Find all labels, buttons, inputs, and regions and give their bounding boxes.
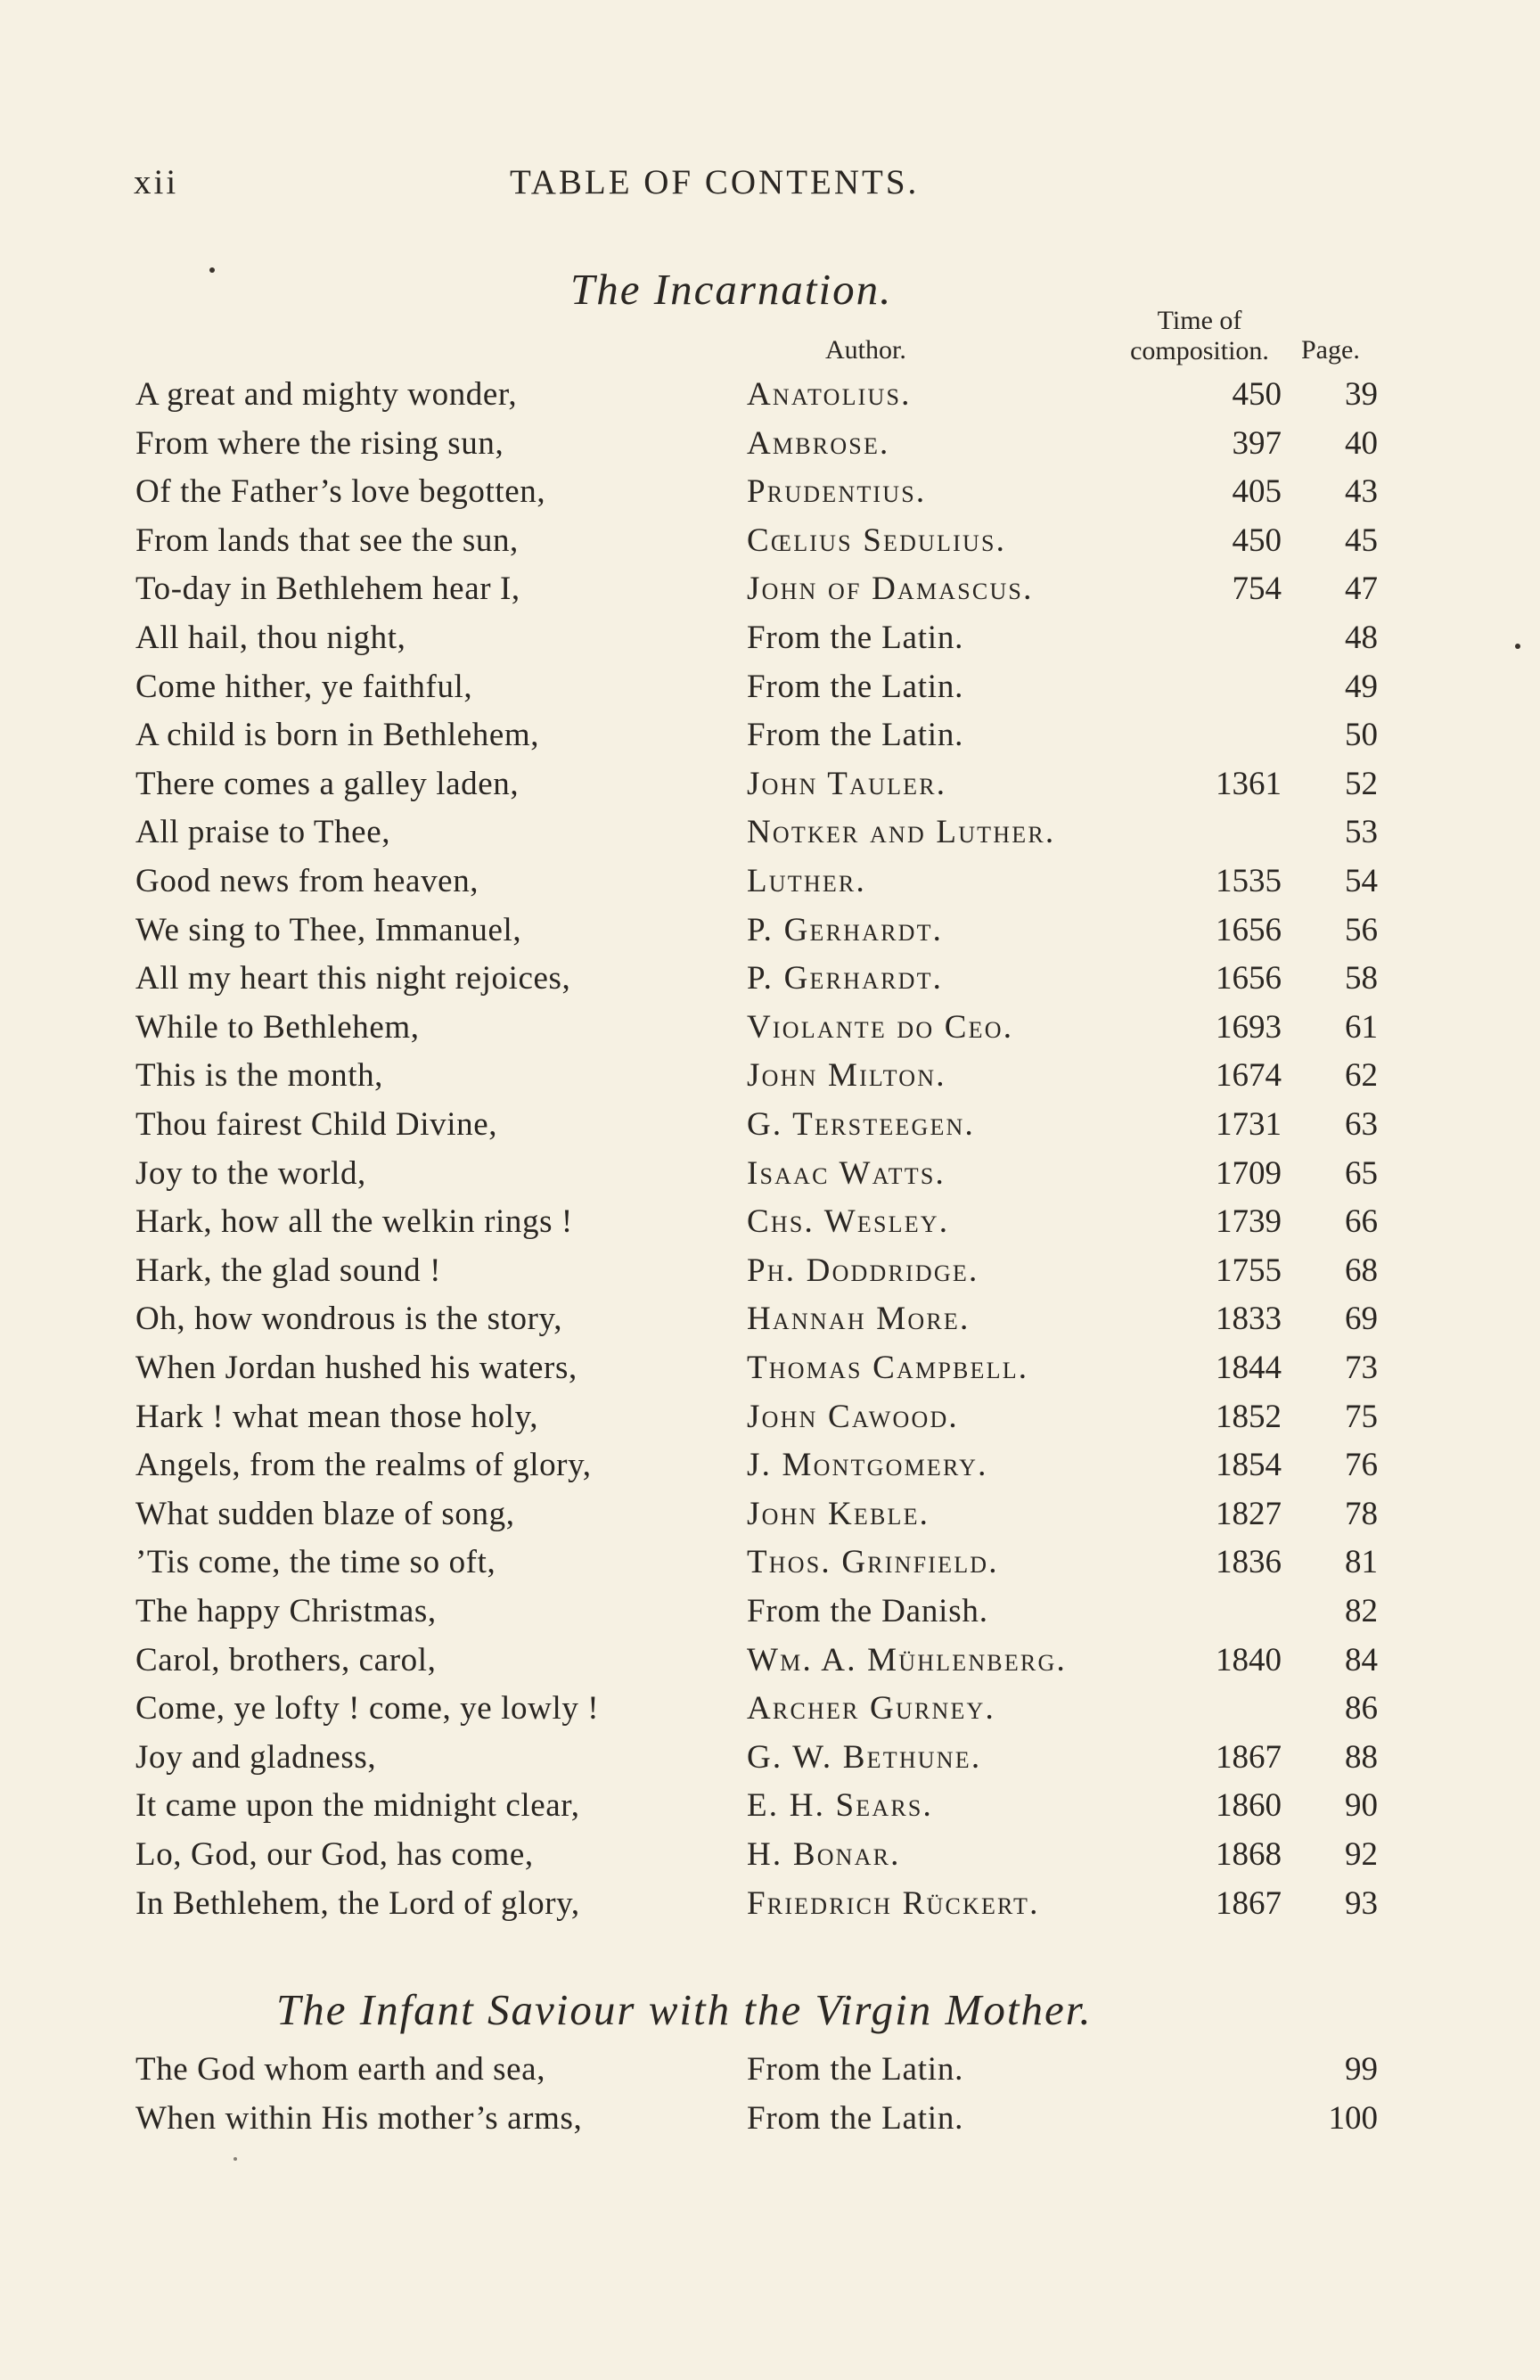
entry-year: 397 bbox=[1232, 424, 1282, 462]
entry-page-number: 49 bbox=[1345, 668, 1378, 705]
entry-author: Archer Gurney. bbox=[747, 1690, 995, 1728]
entry-year: 1827 bbox=[1216, 1495, 1282, 1532]
entry-author: P. Gerhardt. bbox=[747, 911, 944, 948]
column-head-time bbox=[1110, 306, 1289, 366]
entry-year: 450 bbox=[1232, 376, 1282, 413]
entry-year: 1833 bbox=[1216, 1301, 1282, 1338]
toc-entry bbox=[0, 663, 1540, 711]
entry-author: From the Latin. bbox=[747, 2051, 964, 2088]
entry-year: 1852 bbox=[1216, 1398, 1282, 1435]
entry-author: Anatolius. bbox=[747, 376, 912, 413]
entry-first-line: Hark, the glad sound ! bbox=[135, 1252, 442, 1289]
toc-entry bbox=[0, 1734, 1540, 1782]
entry-author: G. W. Bethune. bbox=[747, 1738, 982, 1776]
entry-page-number: 82 bbox=[1345, 1593, 1378, 1629]
entry-page-number: 90 bbox=[1345, 1787, 1378, 1825]
toc-entry bbox=[0, 1393, 1540, 1441]
entry-year: 1844 bbox=[1216, 1350, 1282, 1386]
entry-page-number: 66 bbox=[1345, 1203, 1378, 1241]
toc-entry bbox=[0, 1344, 1540, 1392]
toc-entry bbox=[0, 907, 1540, 955]
entry-first-line: A great and mighty wonder, bbox=[135, 376, 518, 413]
entry-author: John Cawood. bbox=[747, 1398, 959, 1435]
toc-entry bbox=[0, 1588, 1540, 1636]
entry-first-line: Come hither, ye faithful, bbox=[135, 668, 473, 705]
entry-year: 1656 bbox=[1216, 960, 1282, 997]
entry-page-number: 56 bbox=[1345, 911, 1378, 948]
entry-author: Wm. A. Mühlenberg. bbox=[747, 1641, 1067, 1678]
entry-year: 1693 bbox=[1216, 1008, 1282, 1046]
column-head-author: Author. bbox=[825, 335, 906, 365]
entry-author: Luther. bbox=[747, 863, 866, 899]
entry-author: Hannah More. bbox=[747, 1301, 971, 1338]
entry-page-number: 39 bbox=[1345, 376, 1378, 413]
entry-author: P. Gerhardt. bbox=[747, 960, 944, 997]
entry-author: G. Tersteegen. bbox=[747, 1106, 975, 1143]
entry-first-line: When Jordan hushed his waters, bbox=[135, 1350, 578, 1386]
entry-first-line: Thou fairest Child Divine, bbox=[135, 1106, 498, 1143]
toc-entry bbox=[0, 517, 1540, 565]
entry-first-line: We sing to Thee, Immanuel, bbox=[135, 911, 522, 948]
entry-author: Thomas Campbell. bbox=[747, 1350, 1029, 1386]
entry-page-number: 63 bbox=[1345, 1106, 1378, 1143]
entry-first-line: Oh, how wondrous is the story, bbox=[135, 1301, 563, 1338]
entry-page-number: 86 bbox=[1345, 1690, 1378, 1728]
entry-first-line: Joy to the world, bbox=[135, 1154, 366, 1192]
entry-first-line: It came upon the midnight clear, bbox=[135, 1787, 580, 1825]
entry-year: 1755 bbox=[1216, 1252, 1282, 1289]
entry-page-number: 43 bbox=[1345, 473, 1378, 511]
entry-year: 1709 bbox=[1216, 1154, 1282, 1192]
entry-page-number: 81 bbox=[1345, 1544, 1378, 1581]
entry-page-number: 68 bbox=[1345, 1252, 1378, 1289]
entry-first-line: Joy and gladness, bbox=[135, 1738, 377, 1776]
ink-speck bbox=[209, 267, 215, 273]
entry-author: John Milton. bbox=[747, 1057, 946, 1095]
entry-author: From the Latin. bbox=[747, 717, 964, 754]
toc-entry bbox=[0, 614, 1540, 662]
toc-entry bbox=[0, 1539, 1540, 1587]
toc-entry bbox=[0, 1637, 1540, 1685]
entry-author: J. Montgomery. bbox=[747, 1447, 988, 1484]
entry-year: 405 bbox=[1232, 473, 1282, 511]
entry-author: Ambrose. bbox=[747, 424, 890, 462]
entry-first-line: Lo, God, our God, has come, bbox=[135, 1836, 534, 1873]
entry-year: 754 bbox=[1232, 570, 1282, 608]
toc-entry bbox=[0, 1295, 1540, 1343]
entry-page-number: 69 bbox=[1345, 1301, 1378, 1338]
entry-author: Notker and Luther. bbox=[747, 814, 1056, 851]
entry-author: Isaac Watts. bbox=[747, 1154, 946, 1192]
toc-entry bbox=[0, 1101, 1540, 1149]
entry-page-number: 99 bbox=[1345, 2051, 1378, 2088]
entry-first-line: From where the rising sun, bbox=[135, 424, 504, 462]
entry-first-line: This is the month, bbox=[135, 1057, 384, 1095]
entry-year: 1674 bbox=[1216, 1057, 1282, 1095]
entry-year: 450 bbox=[1232, 521, 1282, 559]
entry-page-number: 54 bbox=[1345, 863, 1378, 899]
toc-entry bbox=[0, 468, 1540, 516]
toc-entry bbox=[0, 1198, 1540, 1246]
entry-first-line: When within His mother’s arms, bbox=[135, 2099, 583, 2137]
entry-first-line: Angels, from the realms of glory, bbox=[135, 1447, 592, 1484]
entry-first-line: In Bethlehem, the Lord of glory, bbox=[135, 1884, 580, 1922]
entry-author: Cœlius Sedulius. bbox=[747, 521, 1007, 559]
toc-entry bbox=[0, 1150, 1540, 1198]
toc-entry bbox=[0, 1247, 1540, 1295]
entry-first-line: A child is born in Bethlehem, bbox=[135, 717, 540, 754]
entry-page-number: 62 bbox=[1345, 1057, 1378, 1095]
entry-page-number: 100 bbox=[1328, 2099, 1378, 2137]
entry-page-number: 93 bbox=[1345, 1884, 1378, 1922]
entry-author: John Tauler. bbox=[747, 765, 947, 802]
toc-entry bbox=[0, 1441, 1540, 1490]
entry-author: From the Latin. bbox=[747, 620, 964, 656]
toc-entry bbox=[0, 760, 1540, 808]
page-folio: xii bbox=[134, 163, 179, 201]
ink-speck bbox=[233, 2157, 237, 2161]
toc-entry bbox=[0, 1880, 1540, 1928]
toc-entry bbox=[0, 1004, 1540, 1052]
entry-first-line: The God whom earth and sea, bbox=[135, 2051, 546, 2088]
toc-entry bbox=[0, 565, 1540, 613]
entry-page-number: 52 bbox=[1345, 765, 1378, 802]
entry-year: 1860 bbox=[1216, 1787, 1282, 1825]
entry-first-line: Good news from heaven, bbox=[135, 863, 479, 899]
entry-year: 1854 bbox=[1216, 1447, 1282, 1484]
entry-author: From the Latin. bbox=[747, 668, 964, 705]
entry-year: 1656 bbox=[1216, 911, 1282, 948]
entry-author: Violante do Ceo. bbox=[747, 1008, 1014, 1046]
toc-entry bbox=[0, 2046, 1540, 2094]
entry-page-number: 78 bbox=[1345, 1495, 1378, 1532]
entry-author: From the Latin. bbox=[747, 2099, 964, 2137]
entry-first-line: While to Bethlehem, bbox=[135, 1008, 420, 1046]
entry-first-line: There comes a galley laden, bbox=[135, 765, 520, 802]
entry-first-line: What sudden blaze of song, bbox=[135, 1495, 515, 1532]
entry-page-number: 53 bbox=[1345, 814, 1378, 851]
entry-page-number: 47 bbox=[1345, 570, 1378, 608]
entry-year: 1867 bbox=[1216, 1738, 1282, 1776]
entry-first-line: From lands that see the sun, bbox=[135, 521, 519, 559]
toc-entry bbox=[0, 808, 1540, 857]
toc-entry bbox=[0, 711, 1540, 759]
entry-first-line: The happy Christmas, bbox=[135, 1593, 437, 1629]
toc-entry bbox=[0, 1782, 1540, 1830]
entry-page-number: 76 bbox=[1345, 1447, 1378, 1484]
column-head-page: Page. bbox=[1301, 335, 1360, 365]
entry-page-number: 58 bbox=[1345, 960, 1378, 997]
entry-year: 1840 bbox=[1216, 1641, 1282, 1678]
entry-first-line: To-day in Bethlehem hear I, bbox=[135, 570, 520, 608]
entry-page-number: 75 bbox=[1345, 1398, 1378, 1435]
entry-author: Prudentius. bbox=[747, 473, 927, 511]
entry-author: E. H. Sears. bbox=[747, 1787, 934, 1825]
entry-first-line: All praise to Thee, bbox=[135, 814, 391, 851]
entry-first-line: All hail, thou night, bbox=[135, 620, 406, 656]
entry-page-number: 48 bbox=[1345, 620, 1378, 656]
entry-year: 1361 bbox=[1216, 765, 1282, 802]
toc-entry bbox=[0, 2095, 1540, 2143]
column-head-time-line1: Time of bbox=[1157, 306, 1242, 335]
entry-first-line: Carol, brothers, carol, bbox=[135, 1641, 437, 1678]
entry-page-number: 40 bbox=[1345, 424, 1378, 462]
toc-entry bbox=[0, 1052, 1540, 1100]
toc-entry bbox=[0, 858, 1540, 906]
entry-author: John Keble. bbox=[747, 1495, 930, 1532]
entry-page-number: 92 bbox=[1345, 1836, 1378, 1873]
entry-author: Chs. Wesley. bbox=[747, 1203, 950, 1241]
entry-first-line: Of the Father’s love begotten, bbox=[135, 473, 546, 511]
entry-year: 1731 bbox=[1216, 1106, 1282, 1143]
running-head bbox=[134, 162, 1025, 207]
toc-entry bbox=[0, 1685, 1540, 1733]
entry-author: Ph. Doddridge. bbox=[747, 1252, 979, 1289]
entry-author: John of Damascus. bbox=[747, 570, 1034, 608]
entry-year: 1739 bbox=[1216, 1203, 1282, 1241]
entry-page-number: 84 bbox=[1345, 1641, 1378, 1678]
toc-entry bbox=[0, 1490, 1540, 1539]
ink-speck bbox=[1515, 644, 1520, 649]
entry-page-number: 61 bbox=[1345, 1008, 1378, 1046]
entry-first-line: All my heart this night rejoices, bbox=[135, 960, 571, 997]
column-head-time-line2: composition. bbox=[1130, 336, 1269, 365]
entry-year: 1868 bbox=[1216, 1836, 1282, 1873]
toc-entry bbox=[0, 1831, 1540, 1879]
toc-entry bbox=[0, 420, 1540, 468]
entry-page-number: 45 bbox=[1345, 521, 1378, 559]
entry-first-line: ’Tis come, the time so oft, bbox=[135, 1544, 496, 1581]
entry-year: 1867 bbox=[1216, 1884, 1282, 1922]
entry-first-line: Come, ye lofty ! come, ye lowly ! bbox=[135, 1690, 600, 1728]
toc-entry bbox=[0, 371, 1540, 419]
entry-first-line: Hark ! what mean those holy, bbox=[135, 1398, 539, 1435]
entry-page-number: 65 bbox=[1345, 1154, 1378, 1192]
entry-year: 1836 bbox=[1216, 1544, 1282, 1581]
entry-author: Friedrich Rückert. bbox=[747, 1884, 1040, 1922]
entry-author: H. Bonar. bbox=[747, 1836, 901, 1873]
section-title-incarnation: The Incarnation. bbox=[570, 265, 893, 314]
entry-page-number: 88 bbox=[1345, 1738, 1378, 1776]
entry-author: From the Danish. bbox=[747, 1593, 988, 1629]
entry-year: 1535 bbox=[1216, 863, 1282, 899]
entry-first-line: Hark, how all the welkin rings ! bbox=[135, 1203, 573, 1241]
entry-page-number: 73 bbox=[1345, 1350, 1378, 1386]
toc-entry bbox=[0, 955, 1540, 1003]
running-head-title: TABLE OF CONTENTS. bbox=[510, 163, 920, 201]
entry-page-number: 50 bbox=[1345, 717, 1378, 754]
entry-author: Thos. Grinfield. bbox=[747, 1544, 999, 1581]
section-title-infant-saviour: The Infant Saviour with the Virgin Mother. bbox=[276, 1985, 1093, 2034]
